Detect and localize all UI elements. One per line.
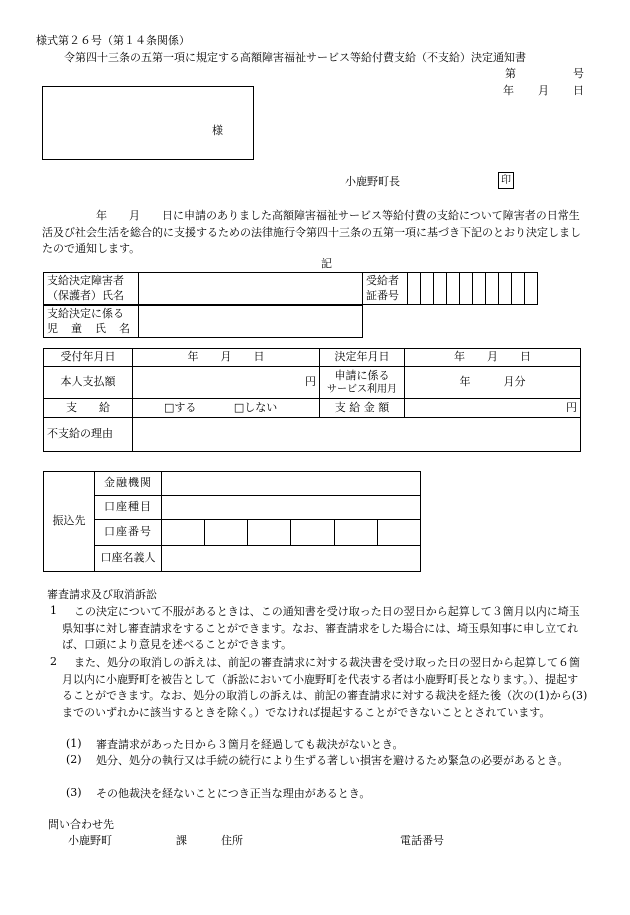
decided-label: 決定年月日 bbox=[320, 349, 405, 367]
decision-table bbox=[43, 348, 581, 452]
ki-heading: 記 bbox=[321, 257, 332, 270]
appeal-item1: この決定について不服があるときは、この通知書を受け取った日の翌日から起算して３箇月以内に埼玉県知事に対し審査請求をすることができます。なお、審査請求をした場合には、埼玉県知事に申し立てれば、口頭により意見を述べることができます。 bbox=[62, 605, 580, 652]
bank-institution-label: 金融機関 bbox=[95, 472, 162, 496]
contact-town: 小鹿野町 bbox=[68, 834, 112, 847]
self-pay-label: 本人支払額 bbox=[44, 367, 133, 399]
sub1-number: (1) bbox=[66, 737, 82, 750]
self-pay-unit: 円 bbox=[133, 367, 320, 399]
account-digit bbox=[377, 520, 420, 546]
sub2-text: 処分、処分の執行又は手続の続行により生ずる著しい損害を避けるため緊急の必要があるとき。 bbox=[96, 754, 569, 767]
date-day: 日 bbox=[573, 84, 584, 97]
account-digit bbox=[334, 520, 377, 546]
holder-value bbox=[162, 546, 421, 572]
person-label: 支給決定障害者 （保護者）氏名 bbox=[44, 273, 139, 305]
received-label: 受付年月日 bbox=[44, 349, 133, 367]
cert-digit bbox=[447, 273, 460, 305]
cert-digit bbox=[486, 273, 499, 305]
cert-digit bbox=[434, 273, 447, 305]
amount-label: 支 給 金 額 bbox=[320, 399, 405, 418]
date-month: 月 bbox=[538, 84, 549, 97]
doc-no-suffix: 号 bbox=[573, 67, 584, 80]
issuer: 小鹿野町長 bbox=[345, 175, 400, 188]
account-digit bbox=[291, 520, 334, 546]
bank-table bbox=[43, 471, 421, 572]
contact-address: 住所 bbox=[221, 834, 243, 847]
holder-label: 口座名義人 bbox=[95, 546, 162, 572]
contact-section: 課 bbox=[176, 834, 187, 847]
account-digit bbox=[248, 520, 291, 546]
pay-yes-checkbox[interactable]: □する bbox=[164, 400, 197, 414]
cert-digit bbox=[473, 273, 486, 305]
intro-paragraph: 年 月 日に申請のありました高額障害福祉サービス等給付費の支給について障害者の日常生活及び社会生活を総合的に支援するための法律施行令第四十三条の五第一項に基づき下記のとおり決定しましたので通知します。 bbox=[42, 209, 581, 256]
reason-value bbox=[133, 418, 581, 452]
child-table bbox=[43, 305, 363, 338]
cert-digit bbox=[512, 273, 525, 305]
bank-institution-value bbox=[162, 472, 421, 496]
account-type-value bbox=[162, 496, 421, 520]
service-value: 年 月分 bbox=[405, 367, 581, 399]
amount-unit: 円 bbox=[405, 399, 581, 418]
cert-digit bbox=[421, 273, 434, 305]
document-title: 令第四十三条の五第一項に規定する高額障害福祉サービス等給付費支給（不支給）決定通知書 bbox=[64, 51, 526, 64]
pay-label: 支 給 bbox=[44, 399, 133, 418]
decided-value: 年 月 日 bbox=[405, 349, 581, 367]
cert-digit bbox=[460, 273, 473, 305]
appeal-item2-number: 2 bbox=[50, 655, 57, 668]
cert-label: 受給者 証番号 bbox=[363, 273, 408, 305]
person-table bbox=[43, 272, 538, 305]
sub1-text: 審査請求があった日から３箇月を経過しても裁決がないとき。 bbox=[96, 738, 404, 751]
reason-label: 不支給の理由 bbox=[44, 418, 133, 452]
contact-phone: 電話番号 bbox=[400, 834, 444, 847]
pay-options bbox=[133, 399, 320, 418]
appeal-heading: 審査請求及び取消訴訟 bbox=[47, 588, 157, 601]
person-name-cell bbox=[139, 273, 363, 305]
date-year: 年 bbox=[503, 84, 514, 97]
received-value: 年 月 日 bbox=[133, 349, 320, 367]
contact-heading: 問い合わせ先 bbox=[48, 818, 114, 831]
addressee-suffix: 様 bbox=[212, 124, 223, 137]
sub3-number: (3) bbox=[66, 786, 82, 799]
appeal-item2: また、処分の取消しの訴えは、前記の審査請求に対する裁決書を受け取った日の翌日から起算して６箇月以内に小鹿野町を被告として（訴訟において小鹿野町を代表する者は小鹿野町長となります。）、提起することができます。なお、処分の取消しの訴えは、前記の審査請求に対する裁決を経た後（次の(1)から(3)までのいずれかに該当するときを除く。）でなければ提起することができないこととされています。 bbox=[62, 656, 588, 720]
account-no-label: 口座番号 bbox=[95, 520, 162, 546]
addressee-box bbox=[42, 86, 254, 160]
account-digit bbox=[205, 520, 248, 546]
pay-no-checkbox[interactable]: □しない bbox=[233, 400, 278, 414]
seal-mark: 印 bbox=[498, 172, 514, 189]
cert-digit bbox=[499, 273, 512, 305]
bank-group-label: 振込先 bbox=[44, 472, 95, 572]
cert-digit bbox=[525, 273, 538, 305]
child-name-cell bbox=[139, 306, 363, 338]
sub2-number: (2) bbox=[66, 753, 82, 766]
cert-digit bbox=[408, 273, 421, 305]
doc-no-prefix: 第 bbox=[505, 67, 516, 80]
appeal-item1-number: 1 bbox=[50, 604, 57, 617]
child-label: 支給決定に係る 児 童 氏 名 bbox=[44, 306, 139, 338]
account-type-label: 口座種目 bbox=[95, 496, 162, 520]
sub3-text: その他裁決を経ないことにつき正当な理由があるとき。 bbox=[96, 787, 371, 800]
form-id: 様式第２６号（第１４条関係） bbox=[36, 34, 190, 47]
service-label: 申請に係る サービス利用月 bbox=[320, 367, 405, 399]
account-digit bbox=[162, 520, 205, 546]
